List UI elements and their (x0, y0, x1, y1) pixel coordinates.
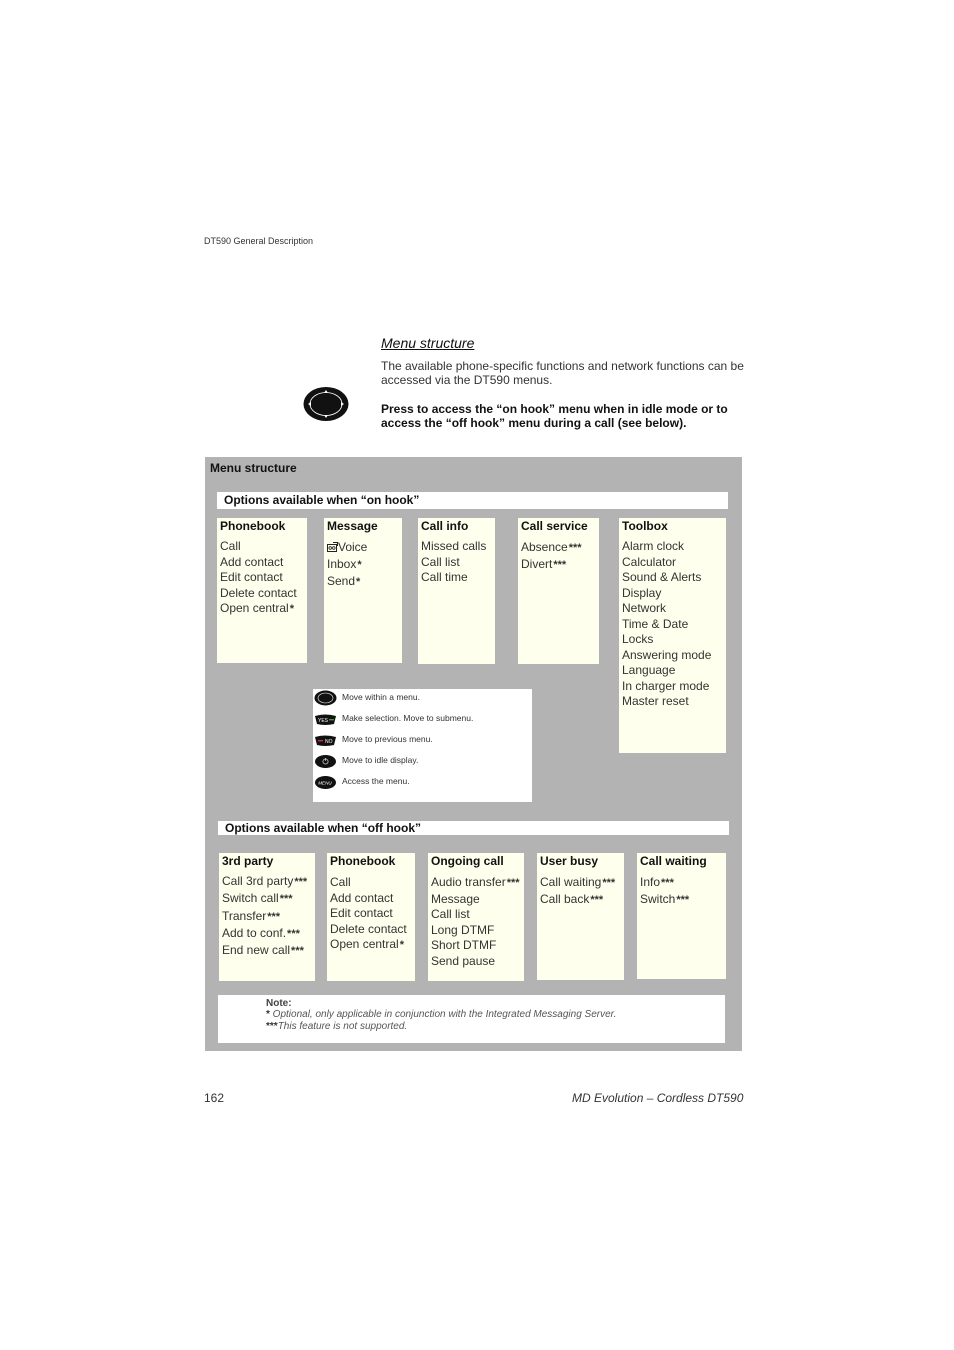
menu-item: Short DTMF (431, 938, 497, 952)
menu-item: Voice (327, 539, 399, 556)
menu-item: Edit contact (330, 906, 393, 920)
menu-item: Open central* (220, 601, 294, 615)
menu-item: Switch call*** (222, 891, 293, 906)
column-title: Phonebook (220, 519, 286, 533)
legend-row: NO Move to previous menu. (313, 731, 532, 749)
menu-item: Call 3rd party*** (222, 874, 308, 888)
menu-item: End new call*** (222, 943, 304, 958)
menu-item: Call waiting*** (540, 875, 616, 889)
section-title: Menu structure (381, 335, 475, 351)
menu-item: Add contact (330, 890, 394, 905)
menu-item: Call (220, 539, 241, 553)
off-hook-column-phonebook (327, 853, 415, 981)
navigation-key-icon (303, 386, 349, 422)
menu-item: Display (622, 585, 662, 600)
menu-item: Switch*** (640, 892, 690, 907)
menu-item: Missed calls (421, 539, 487, 553)
menu-item: Send* (327, 574, 361, 588)
menu-key-icon (314, 774, 337, 790)
menu-item: Message (431, 891, 480, 906)
menu-item: Call time (421, 570, 468, 584)
note-line: ***This feature is not supported. (266, 1021, 408, 1032)
legend-row: Move to idle display. (313, 752, 532, 770)
off-hook-column-ongoing-call (428, 853, 524, 981)
menu-item: Open central* (330, 937, 404, 951)
voicemail-icon (327, 542, 338, 552)
column-title: Call waiting (640, 854, 707, 868)
running-header: DT590 General Description (204, 236, 314, 246)
menu-item: Locks (622, 632, 654, 646)
menu-item: Delete contact (330, 921, 407, 936)
svg-text:MENU: MENU (318, 780, 332, 786)
menu-item: Transfer*** (222, 908, 281, 923)
menu-item: Info*** (640, 875, 674, 889)
off-hook-column-3rd-party (219, 853, 315, 981)
key-legend (313, 689, 532, 802)
column-title: Toolbox (622, 519, 668, 533)
column-title: Call info (421, 519, 469, 533)
off-hook-column-call-waiting (637, 853, 726, 979)
column-title: Ongoing call (431, 854, 504, 868)
menu-item: Master reset (622, 694, 689, 708)
column-title: 3rd party (222, 854, 274, 868)
menu-item: In charger mode (622, 678, 710, 693)
menu-item: Long DTMF (431, 922, 495, 937)
menu-item: Add contact (220, 554, 284, 569)
menu-item: Call (330, 875, 351, 889)
footer-title: MD Evolution – Cordless DT590 (572, 1091, 744, 1105)
instruction-paragraph: Press to access the “on hook” menu when in idle mode or to access the “off hook” menu during a call (see below). (381, 402, 728, 430)
on-hook-column-call-service (518, 518, 599, 664)
menu-item: Divert*** (521, 557, 567, 572)
menu-item: Audio transfer*** (431, 875, 520, 889)
on-hook-column-phonebook (217, 518, 307, 663)
menu-item: Alarm clock (622, 539, 685, 553)
on-hook-column-call-info (418, 518, 495, 664)
menu-item: Time & Date (622, 616, 689, 631)
menu-item: Delete contact (220, 585, 297, 600)
navigation-key-icon (314, 690, 337, 706)
menu-item: Language (622, 663, 676, 677)
on-hook-options-bar: Options available when “on hook” (217, 492, 728, 509)
column-title: Phonebook (330, 854, 396, 868)
intro-paragraph: The available phone-specific functions and network functions can be accessed via the DT590 menus. (381, 359, 744, 387)
menu-item: Call back*** (540, 892, 604, 907)
no-key-icon (314, 732, 337, 748)
yes-key-icon (314, 711, 337, 727)
note-label: Note: (266, 998, 292, 1009)
menu-item: Edit contact (220, 570, 283, 584)
menu-item: Add to conf.*** (222, 925, 300, 940)
off-hook-column-user-busy (537, 853, 624, 980)
menu-item: Absence*** (521, 540, 582, 554)
note-box (218, 995, 725, 1043)
menu-item: Call list (431, 907, 470, 921)
svg-text:YES: YES (318, 718, 329, 724)
menu-item: Call list (421, 554, 460, 569)
on-hook-column-toolbox (619, 518, 726, 753)
panel-title: Menu structure (210, 461, 297, 475)
menu-item: Answering mode (622, 647, 712, 662)
column-title: Call service (521, 519, 588, 533)
on-hook-column-message (324, 518, 402, 663)
page-number: 162 (204, 1091, 225, 1105)
legend-row: Move within a menu. (313, 689, 532, 707)
svg-text:NO: NO (325, 739, 333, 745)
on-off-key-icon (314, 753, 337, 769)
legend-row: YES Make selection. Move to submenu. (313, 710, 532, 728)
menu-item: Send pause (431, 953, 496, 968)
column-title: User busy (540, 854, 599, 868)
legend-row: MENU Access the menu. (313, 773, 532, 791)
menu-item: Inbox* (327, 557, 362, 571)
note-line: * Optional, only applicable in conjunction with the Integrated Messaging Server. (266, 1009, 617, 1020)
menu-item: Calculator (622, 554, 677, 569)
column-title: Message (327, 519, 378, 533)
off-hook-options-bar: Options available when “off hook” (218, 821, 729, 835)
menu-item: Sound & Alerts (622, 570, 702, 584)
menu-item: Network (622, 601, 667, 615)
